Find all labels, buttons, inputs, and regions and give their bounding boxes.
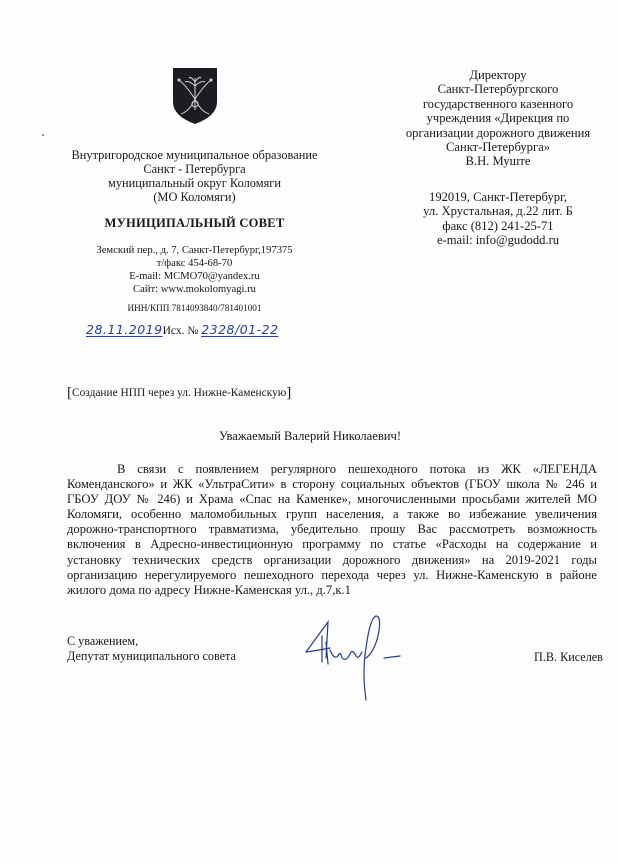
- recipient-block: [382, 68, 614, 169]
- sender-address: Земский пер., д. 7, Санкт-Петербург,197375: [96, 245, 293, 256]
- sender-organization: [62, 148, 327, 204]
- signer-position: Депутат муниципального совета: [67, 649, 236, 663]
- subject-text: Создание НПП через ул. Нижне-Каменскую: [72, 387, 287, 399]
- signature-icon: [300, 612, 410, 702]
- bracket-open: [: [67, 385, 72, 401]
- outgoing-date: 28.11.2019: [86, 322, 163, 337]
- signer-name: П.В. Киселев: [534, 650, 603, 664]
- recipient-email: e-mail: info@gudodd.ru: [436, 233, 560, 248]
- recipient-name: В.Н. Муште: [465, 154, 531, 169]
- outgoing-number: 2328/01-22: [201, 322, 279, 337]
- recipient-line: учреждения «Дирекция по: [426, 111, 570, 126]
- inn-kpp: ИНН/КПП 7814093840/781401001: [127, 303, 262, 313]
- closing-regards: С уважением,: [67, 634, 139, 648]
- bracket-close: ]: [286, 385, 292, 401]
- org-line: Санкт - Петербурга: [143, 162, 246, 176]
- recipient-line: Санкт-Петербургского: [437, 82, 559, 97]
- sender-phone-fax: т/факс 454-68-70: [156, 258, 233, 269]
- closing-block: [67, 634, 236, 664]
- recipient-address-line: 192019, Санкт-Петербург,: [429, 190, 567, 204]
- sender-contacts: [62, 244, 327, 296]
- body-paragraph: В связи с появлением регулярного пешеходного потока из ЖК «ЛЕГЕНДА Коменданского» и ЖК «УльтраСити» в сторону социальных объектов (ГБОУ школа № 246 и ГБОУ ДОУ № 246) и Храма «Спас на Каменке», многочисленными просьбами жителей МО Коломяги, особенно маломобильных групп населения, а также во избежание увеличения дорожно-транспортного травматизма, убедительно прошу Вас рассмотреть возможность включения в Адресно-инвестиционную программу по статье «Расходы на содержание и установку технических средств организации дорожного движения» на 2019-2021 годы организацию нерегулируемого пешеходного перехода через ул. Нижне-Каменскую в районе жилого дома по адресу Нижне-Каменская ул., д.7,к.1: [67, 462, 597, 597]
- recipient-address-line: ул. Хрустальная, д.22 лит. Б: [423, 204, 573, 219]
- recipient-address: [382, 190, 614, 248]
- council-title: МУНИЦИПАЛЬНЫЙ СОВЕТ: [104, 216, 285, 230]
- sender-website: Сайт: www.mokolomyagi.ru: [133, 284, 256, 295]
- subject-line: [67, 384, 291, 401]
- sender-email: E-mail: МСМО70@yandex.ru: [129, 271, 260, 282]
- org-line: (МО Коломяги): [153, 190, 236, 204]
- recipient-line: Санкт-Петербурга»: [445, 140, 551, 155]
- org-line: Внутригородское муниципальное образование: [71, 148, 318, 162]
- org-line: муниципальный округ Коломяги: [107, 176, 281, 190]
- scan-speck: [42, 134, 44, 136]
- recipient-line: организации дорожного движения: [405, 125, 591, 140]
- recipient-fax: факс (812) 241-25-71: [442, 218, 554, 233]
- recipient-line: государственного казенного: [422, 96, 574, 111]
- greeting: Уважаемый Валерий Николаевич!: [218, 429, 402, 443]
- outgoing-reference: [86, 322, 346, 337]
- outgoing-label: Исх. №: [162, 325, 199, 337]
- coat-of-arms-icon: [171, 66, 219, 126]
- recipient-line: Директору: [469, 68, 527, 82]
- letter-body: [67, 462, 597, 598]
